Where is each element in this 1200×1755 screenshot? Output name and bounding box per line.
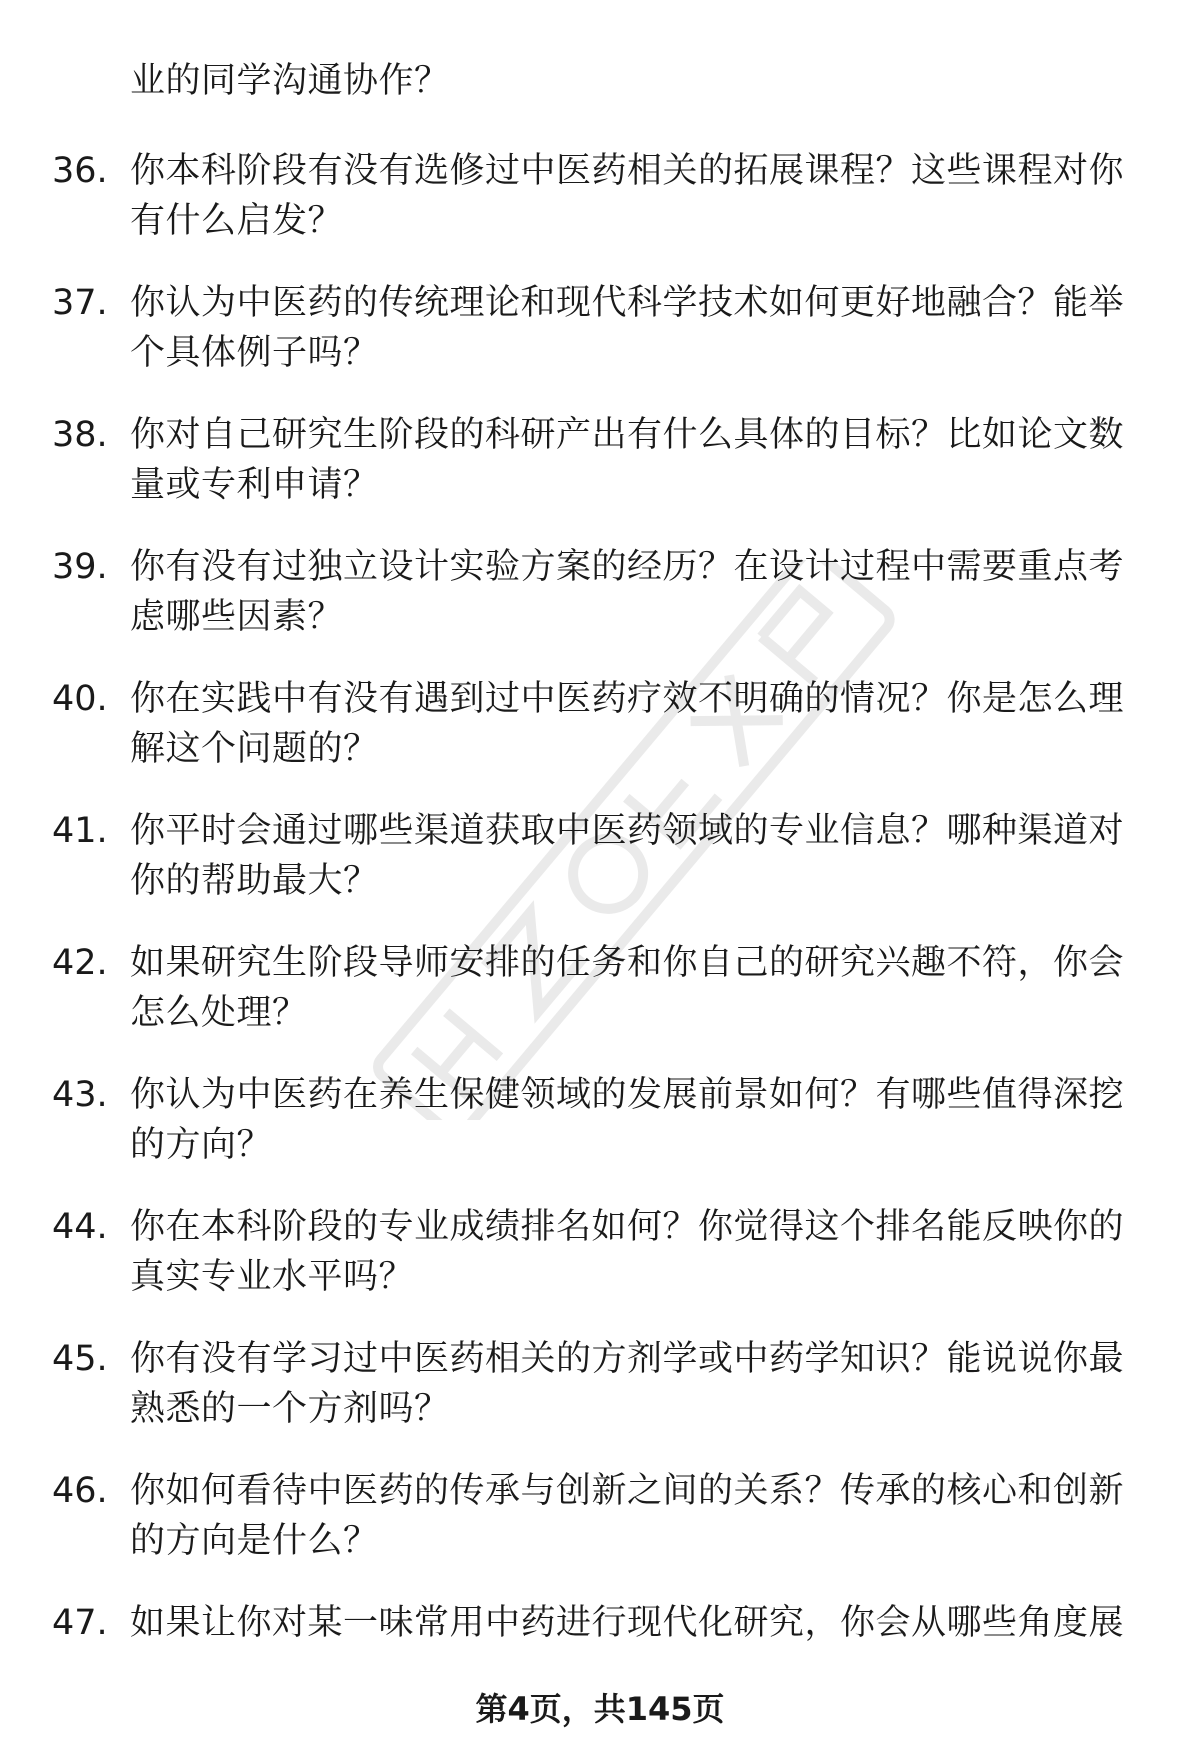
question-number: 39.: [52, 547, 108, 587]
question-number: 38.: [52, 415, 108, 455]
question-item: [0, 278, 1200, 410]
question-text: 你本科阶段有没有选修过中医药相关的拓展课程？这些课程对你有什么启发？: [130, 151, 1125, 241]
question-text: 你对自己研究生阶段的科研产出有什么具体的目标？比如论文数量或专利申请？: [130, 415, 1125, 505]
question-number: 47.: [52, 1603, 108, 1643]
question-text: 你如何看待中医药的传承与创新之间的关系？传承的核心和创新的方向是什么？: [130, 1471, 1125, 1561]
question-number: 43.: [52, 1075, 108, 1115]
question-number: 45.: [52, 1339, 108, 1379]
question-item: [0, 1466, 1200, 1598]
question-text: 你有没有学习过中医药相关的方剂学或中药学知识？能说说你最熟悉的一个方剂吗？: [130, 1339, 1125, 1429]
question-text: 如果研究生阶段导师安排的任务和你自己的研究兴趣不符，你会怎么处理？: [130, 943, 1125, 1033]
question-item: [0, 410, 1200, 542]
continued-question-text: 业的同学沟通协作？: [130, 61, 450, 101]
question-item: [0, 1202, 1200, 1334]
question-number: 41.: [52, 811, 108, 851]
question-item: [0, 146, 1200, 278]
question-text: 你平时会通过哪些渠道获取中医药领域的专业信息？哪种渠道对你的帮助最大？: [130, 811, 1125, 901]
question-text: 你认为中医药的传统理论和现代科学技术如何更好地融合？能举个具体例子吗？: [130, 283, 1125, 373]
question-item: [0, 542, 1200, 674]
question-number: 40.: [52, 679, 108, 719]
question-text: 如果让你对某一味常用中药进行现代化研究，你会从哪些角度展: [130, 1603, 1125, 1643]
question-number: 37.: [52, 283, 108, 323]
question-number: 46.: [52, 1471, 108, 1511]
question-number: 36.: [52, 151, 108, 191]
question-item: [0, 1070, 1200, 1202]
question-number: 44.: [52, 1207, 108, 1247]
question-text: 你在本科阶段的专业成绩排名如何？你觉得这个排名能反映你的真实专业水平吗？: [130, 1207, 1125, 1297]
question-number: 42.: [52, 943, 108, 983]
question-text: 你有没有过独立设计实验方案的经历？在设计过程中需要重点考虑哪些因素？: [130, 547, 1125, 637]
question-item: [0, 674, 1200, 806]
page-footer: 第4页，共145页: [475, 1690, 725, 1728]
question-text: 你在实践中有没有遇到过中医药疗效不明确的情况？你是怎么理解这个问题的？: [130, 679, 1125, 769]
question-list: [0, 146, 1200, 1730]
question-item: [0, 806, 1200, 938]
question-item: [0, 938, 1200, 1070]
question-text: 你认为中医药在养生保健领域的发展前景如何？有哪些值得深挖的方向？: [130, 1075, 1125, 1165]
question-item: [0, 1334, 1200, 1466]
